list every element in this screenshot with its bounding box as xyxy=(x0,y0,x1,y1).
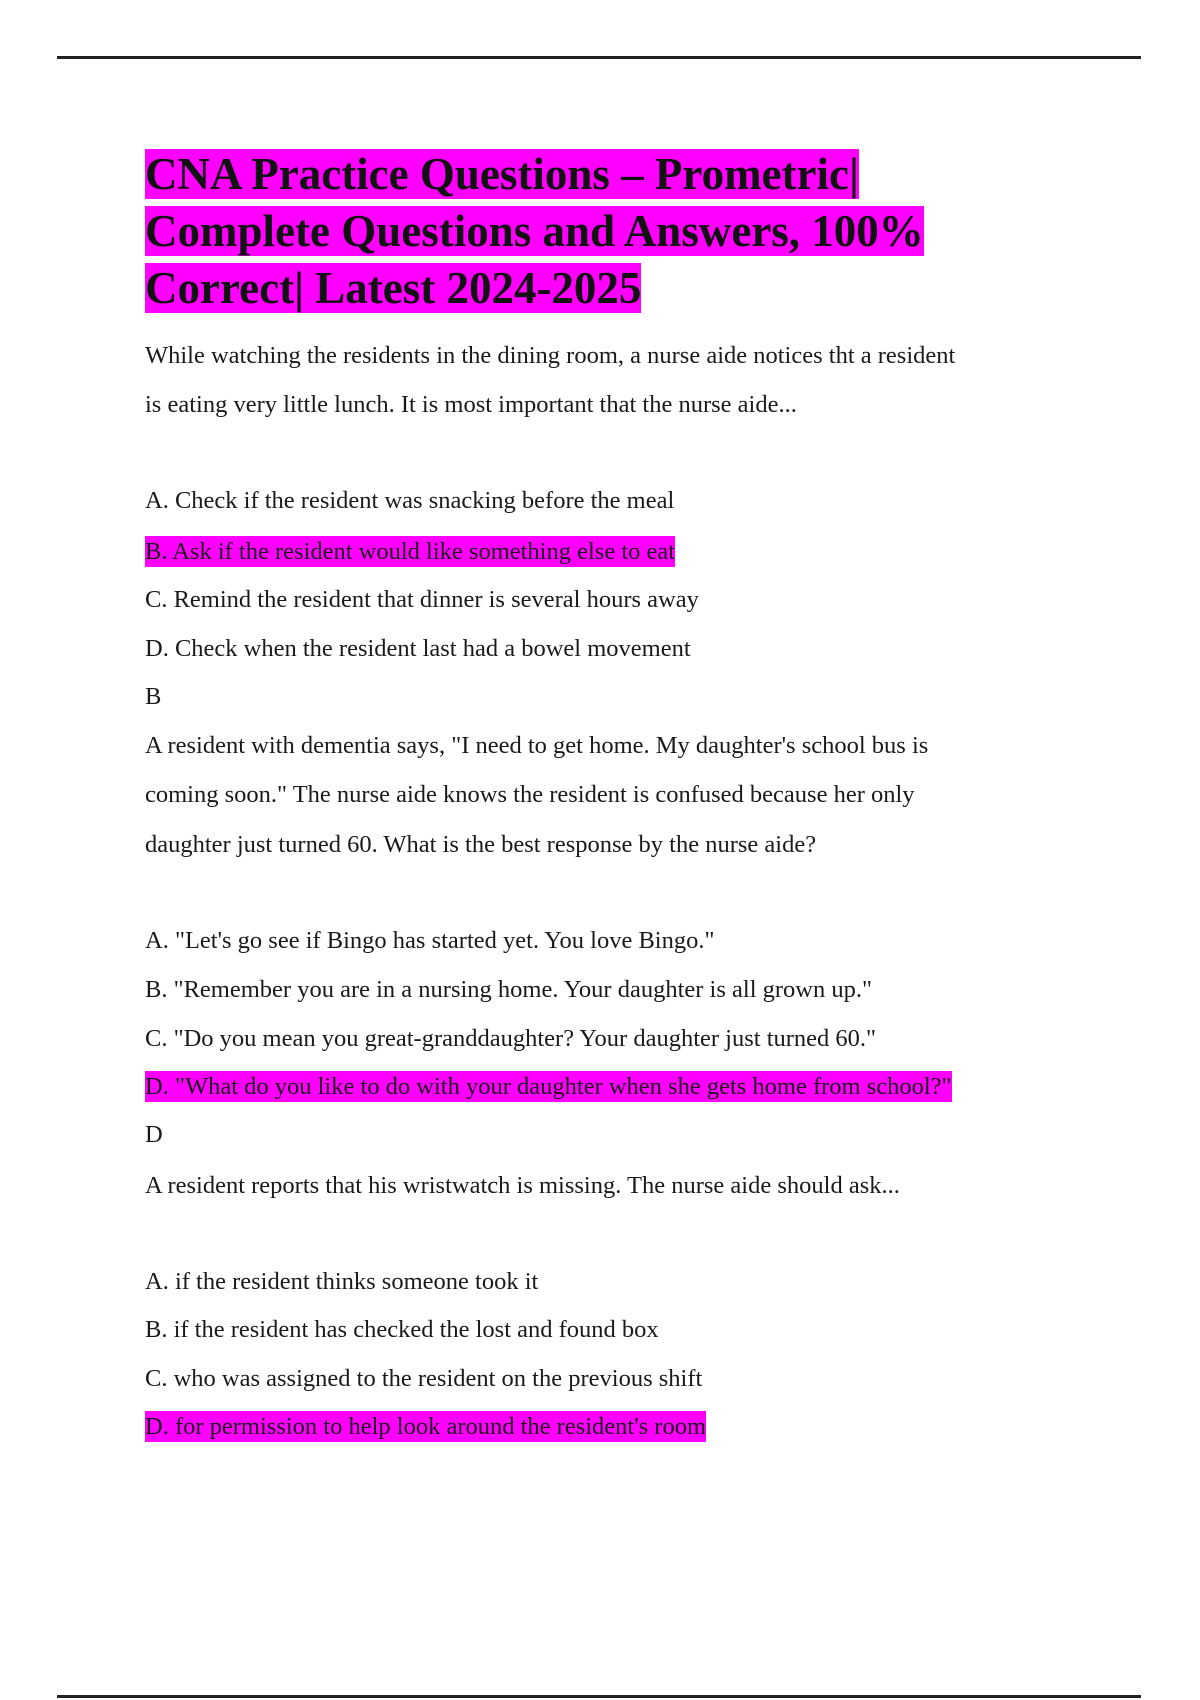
question-text: While watching the residents in the dining room, a nurse aide notices tht a resident xyxy=(145,342,956,369)
option-b: B. if the resident has checked the lost and found box xyxy=(145,1316,659,1343)
option-c: C. who was assigned to the resident on the previous shift xyxy=(145,1365,703,1392)
option-d: D. Check when the resident last had a bowel movement xyxy=(145,635,691,662)
header-rule xyxy=(57,56,1141,59)
option-d-correct xyxy=(145,1070,952,1104)
highlight: D. for permission to help look around the resident's room xyxy=(145,1413,707,1440)
question-text: coming soon." The nurse aide knows the resident is confused because her only xyxy=(145,781,915,808)
highlight: D. "What do you like to do with your daughter when she gets home from school?" xyxy=(145,1073,952,1100)
option-b-correct xyxy=(145,535,675,569)
document-title xyxy=(145,146,1145,317)
question-text: A resident with dementia says, "I need to get home. My daughter's school bus is xyxy=(145,732,929,759)
option-a: A. if the resident thinks someone took it xyxy=(145,1268,539,1295)
answer: B xyxy=(145,683,162,710)
option-a: A. "Let's go see if Bingo has started yet. You love Bingo." xyxy=(145,927,715,954)
option-c: C. Remind the resident that dinner is several hours away xyxy=(145,586,699,613)
answer: D xyxy=(145,1121,163,1148)
option-a: A. Check if the resident was snacking before the meal xyxy=(145,487,675,514)
highlight: B. Ask if the resident would like something else to eat xyxy=(145,538,676,565)
question-text: A resident reports that his wristwatch is missing. The nurse aide should ask... xyxy=(145,1172,900,1199)
question-text: is eating very little lunch. It is most important that the nurse aide... xyxy=(145,391,797,418)
title-line: CNA Practice Questions – Prometric| xyxy=(145,149,859,199)
option-c: C. "Do you mean you great-granddaughter? Your daughter just turned 60." xyxy=(145,1025,877,1052)
option-d-correct xyxy=(145,1410,706,1444)
option-b: B. "Remember you are in a nursing home. Your daughter is all grown up." xyxy=(145,976,872,1003)
question-text: daughter just turned 60. What is the best response by the nurse aide? xyxy=(145,831,817,858)
title-line: Correct| Latest 2024-2025 xyxy=(145,263,642,313)
title-line: Complete Questions and Answers, 100% xyxy=(145,206,924,256)
footer-rule xyxy=(57,1695,1141,1698)
